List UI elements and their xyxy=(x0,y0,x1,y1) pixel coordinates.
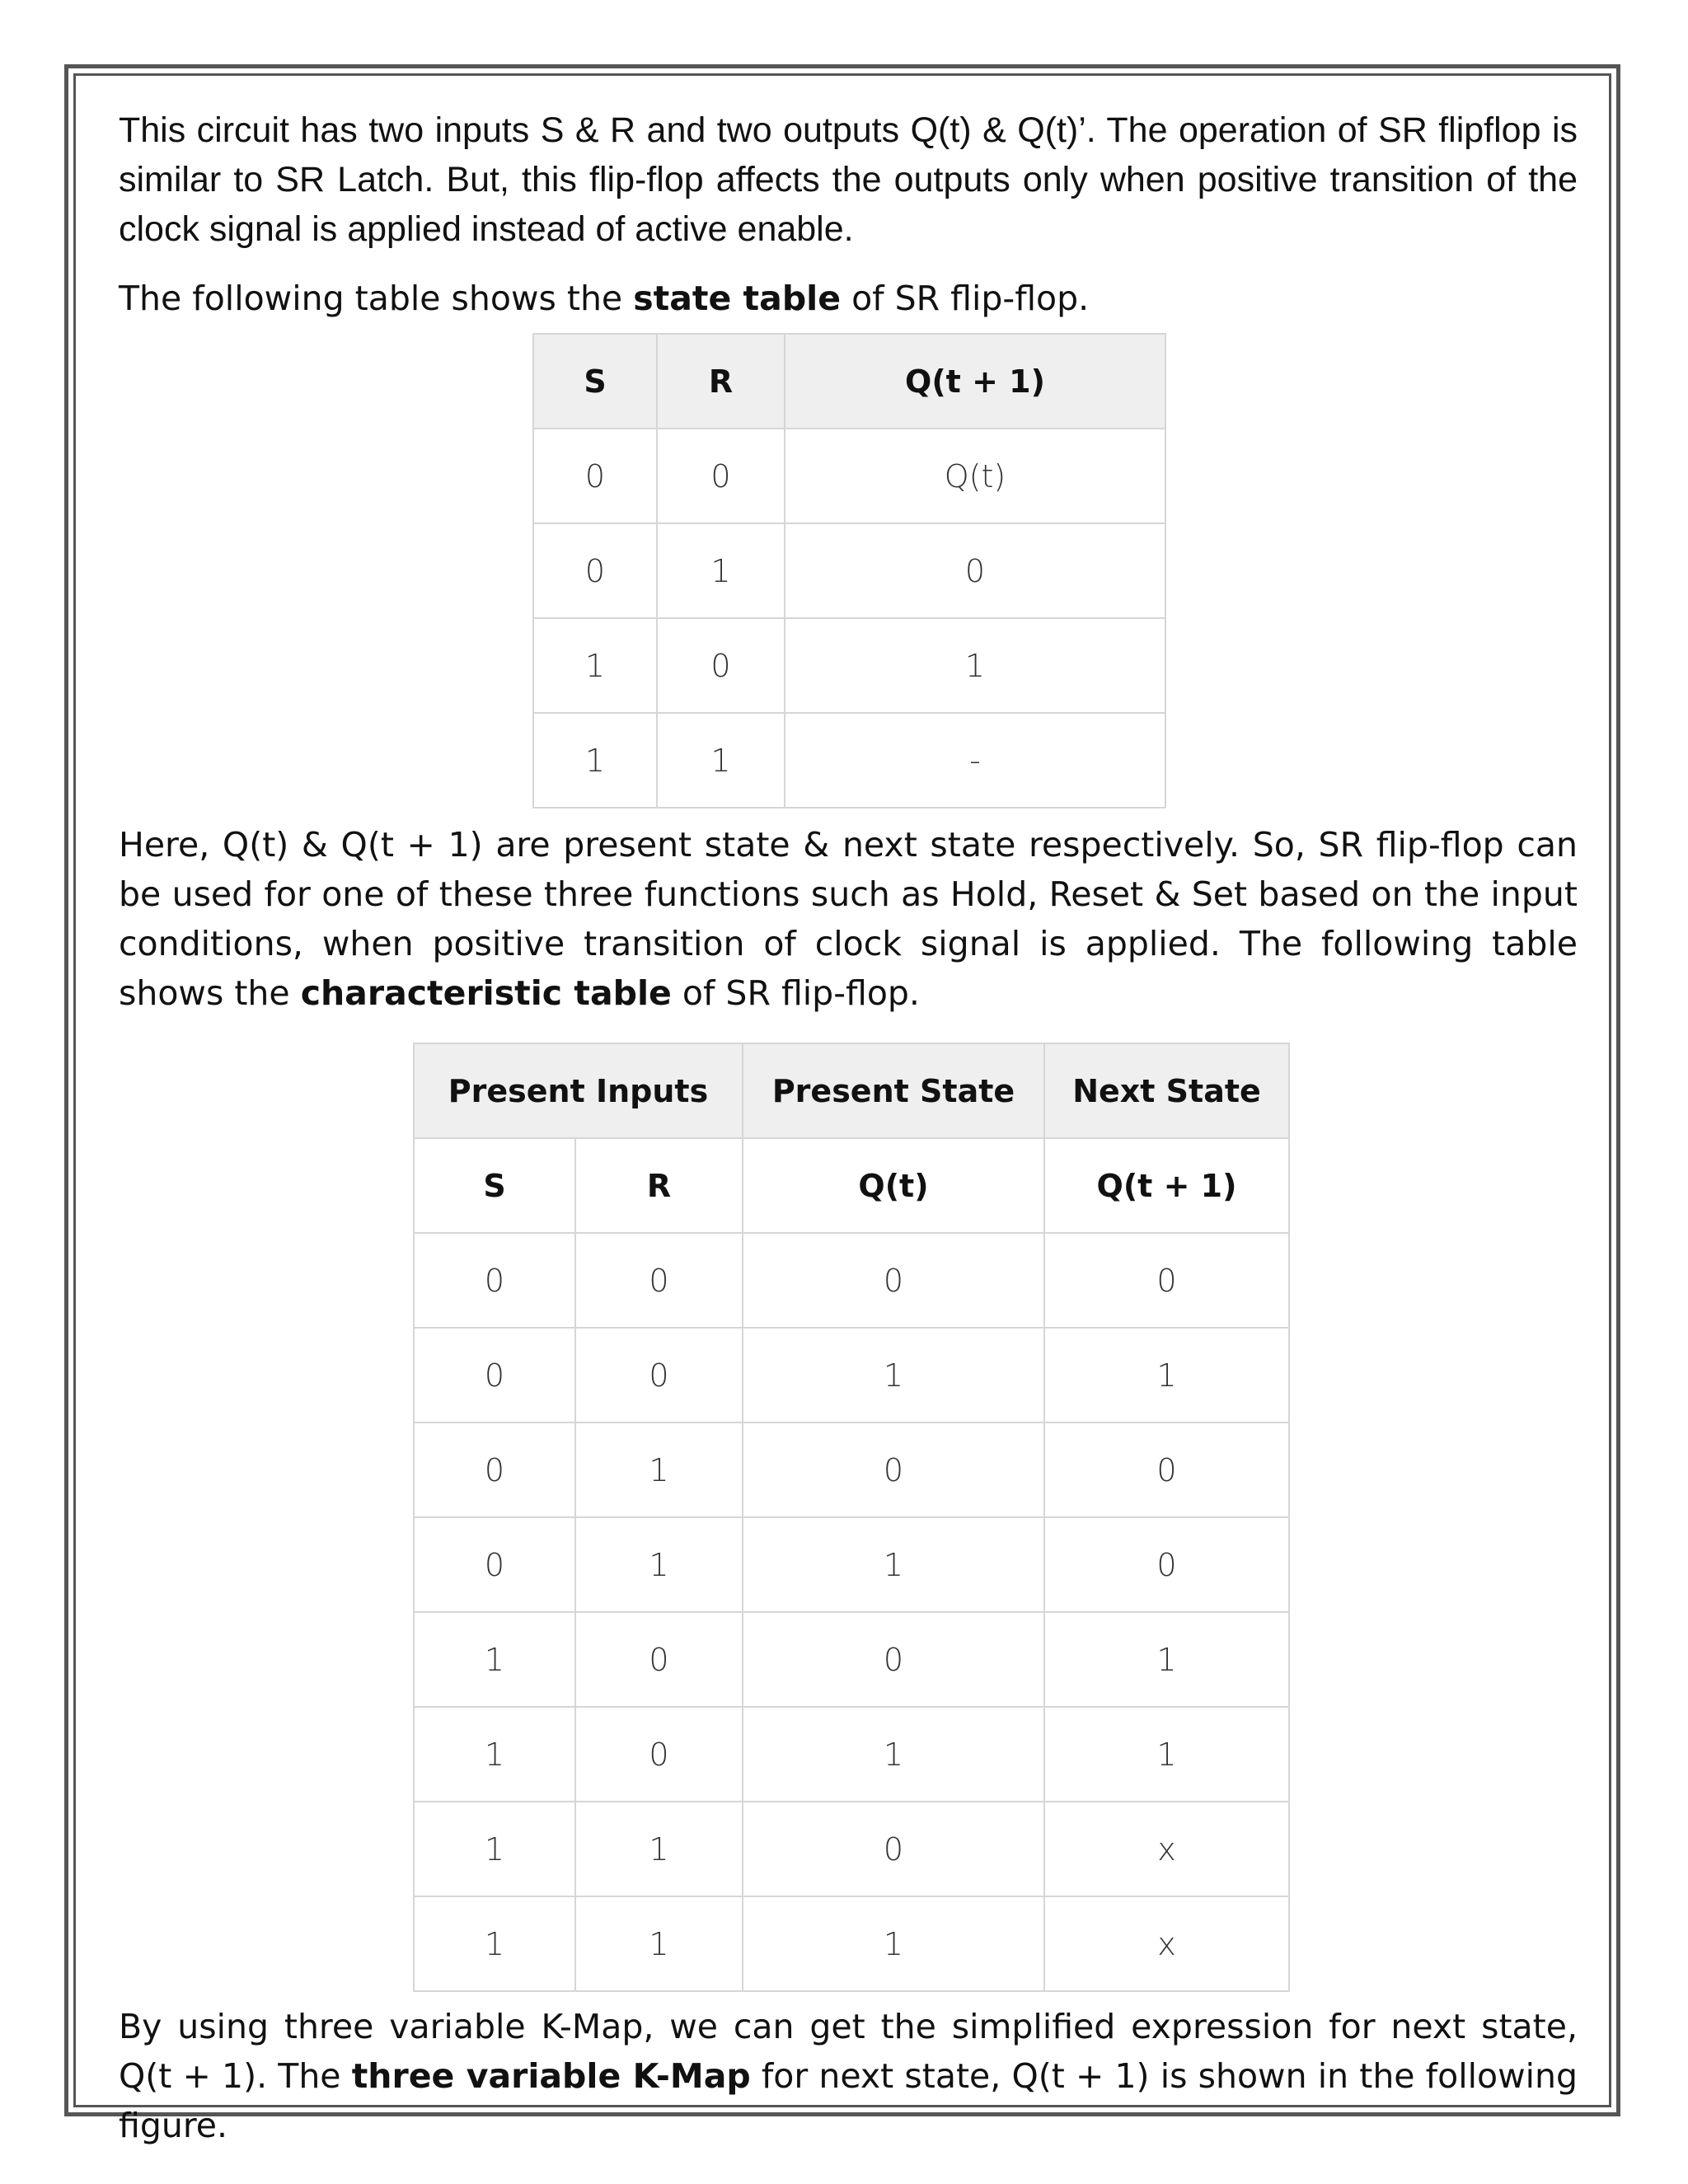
table-cell: 0 xyxy=(414,1233,575,1328)
table-cell: 0 xyxy=(743,1612,1044,1707)
table-cell: 0 xyxy=(414,1328,575,1422)
table-cell: 1 xyxy=(414,1612,575,1707)
characteristic-sub-header-row xyxy=(414,1138,1289,1233)
sub-header: R xyxy=(575,1138,743,1233)
table-cell: x xyxy=(1044,1802,1289,1896)
kmap-intro: By using three variable K-Map, we can get the simplified expression for next state, Q(t + 1). The three variable K-Map for next state, Q(t + 1) is shown in the following figure. xyxy=(119,2007,1578,2145)
table-cell: 0 xyxy=(657,429,785,523)
table-cell: 0 xyxy=(785,523,1165,618)
document-content xyxy=(119,105,1578,2150)
table-cell: 1 xyxy=(657,523,785,618)
table-cell: Q(t) xyxy=(785,429,1165,523)
group-header-present-inputs: Present Inputs xyxy=(414,1043,743,1138)
table-row xyxy=(414,1517,1289,1612)
table-row xyxy=(533,429,1165,523)
table-cell: 1 xyxy=(657,713,785,808)
sub-header: S xyxy=(414,1138,575,1233)
table-cell: 1 xyxy=(414,1896,575,1991)
table-row xyxy=(414,1328,1289,1422)
table-cell: 1 xyxy=(575,1517,743,1612)
table-cell: 0 xyxy=(414,1517,575,1612)
table-cell: 1 xyxy=(575,1422,743,1517)
table-cell: 1 xyxy=(533,713,657,808)
table-cell: x xyxy=(1044,1896,1289,1991)
table-cell: 0 xyxy=(575,1233,743,1328)
sub-header: Q(t) xyxy=(743,1138,1044,1233)
table-row xyxy=(414,1422,1289,1517)
table-cell: 1 xyxy=(743,1328,1044,1422)
table-cell: 1 xyxy=(533,618,657,713)
table-cell: 1 xyxy=(743,1896,1044,1991)
table-cell: 0 xyxy=(657,618,785,713)
table-row xyxy=(533,713,1165,808)
characteristic-table xyxy=(413,1043,1290,1992)
characteristic-table-intro: Here, Q(t) & Q(t + 1) are present state & next state respectively. So, SR flip-flop can be used for one of these three functions such as Hold, Reset & Set based on the input conditions, when positive transition of clock signal is applied. The following table shows the characteristic table of SR flip-flop. xyxy=(119,825,1578,1013)
table-row xyxy=(533,618,1165,713)
table-cell: 0 xyxy=(743,1233,1044,1328)
table-cell: 1 xyxy=(743,1707,1044,1802)
table-row xyxy=(414,1802,1289,1896)
sub-header: Q(t + 1) xyxy=(1044,1138,1289,1233)
table-row xyxy=(533,523,1165,618)
table-cell: 1 xyxy=(1044,1707,1289,1802)
table-row xyxy=(414,1233,1289,1328)
intro-paragraph: This circuit has two inputs S & R and two outputs Q(t) & Q(t)’. The operation of SR flipflop is similar to SR Latch. But, this flip-flop affects the outputs only when positive transition of the clock signal is applied instead of active enable. xyxy=(119,110,1578,249)
table-row xyxy=(414,1707,1289,1802)
table-cell: 0 xyxy=(1044,1422,1289,1517)
table-cell: 0 xyxy=(575,1612,743,1707)
state-table-intro: The following table shows the state table of SR flip-flop. xyxy=(119,279,1090,318)
table-cell: 1 xyxy=(575,1896,743,1991)
group-header-present-state: Present State xyxy=(743,1043,1044,1138)
table-cell: 1 xyxy=(1044,1328,1289,1422)
table-cell: 0 xyxy=(1044,1517,1289,1612)
table-cell: 0 xyxy=(575,1328,743,1422)
table-cell: 0 xyxy=(575,1707,743,1802)
state-table xyxy=(532,333,1166,808)
state-table-header: S xyxy=(533,334,657,429)
table-cell: 0 xyxy=(414,1422,575,1517)
characteristic-group-header-row xyxy=(414,1043,1289,1138)
table-cell: 1 xyxy=(785,618,1165,713)
table-cell: 0 xyxy=(743,1802,1044,1896)
state-table-header: Q(t + 1) xyxy=(785,334,1165,429)
table-cell: - xyxy=(785,713,1165,808)
table-cell: 1 xyxy=(414,1707,575,1802)
table-row xyxy=(414,1612,1289,1707)
table-cell: 1 xyxy=(1044,1612,1289,1707)
table-cell: 1 xyxy=(575,1802,743,1896)
table-cell: 0 xyxy=(743,1422,1044,1517)
table-cell: 1 xyxy=(414,1802,575,1896)
state-table-header-row xyxy=(533,334,1165,429)
table-cell: 0 xyxy=(533,429,657,523)
table-row xyxy=(414,1896,1289,1991)
table-cell: 1 xyxy=(743,1517,1044,1612)
group-header-next-state: Next State xyxy=(1044,1043,1289,1138)
table-cell: 0 xyxy=(533,523,657,618)
table-cell: 0 xyxy=(1044,1233,1289,1328)
state-table-header: R xyxy=(657,334,785,429)
